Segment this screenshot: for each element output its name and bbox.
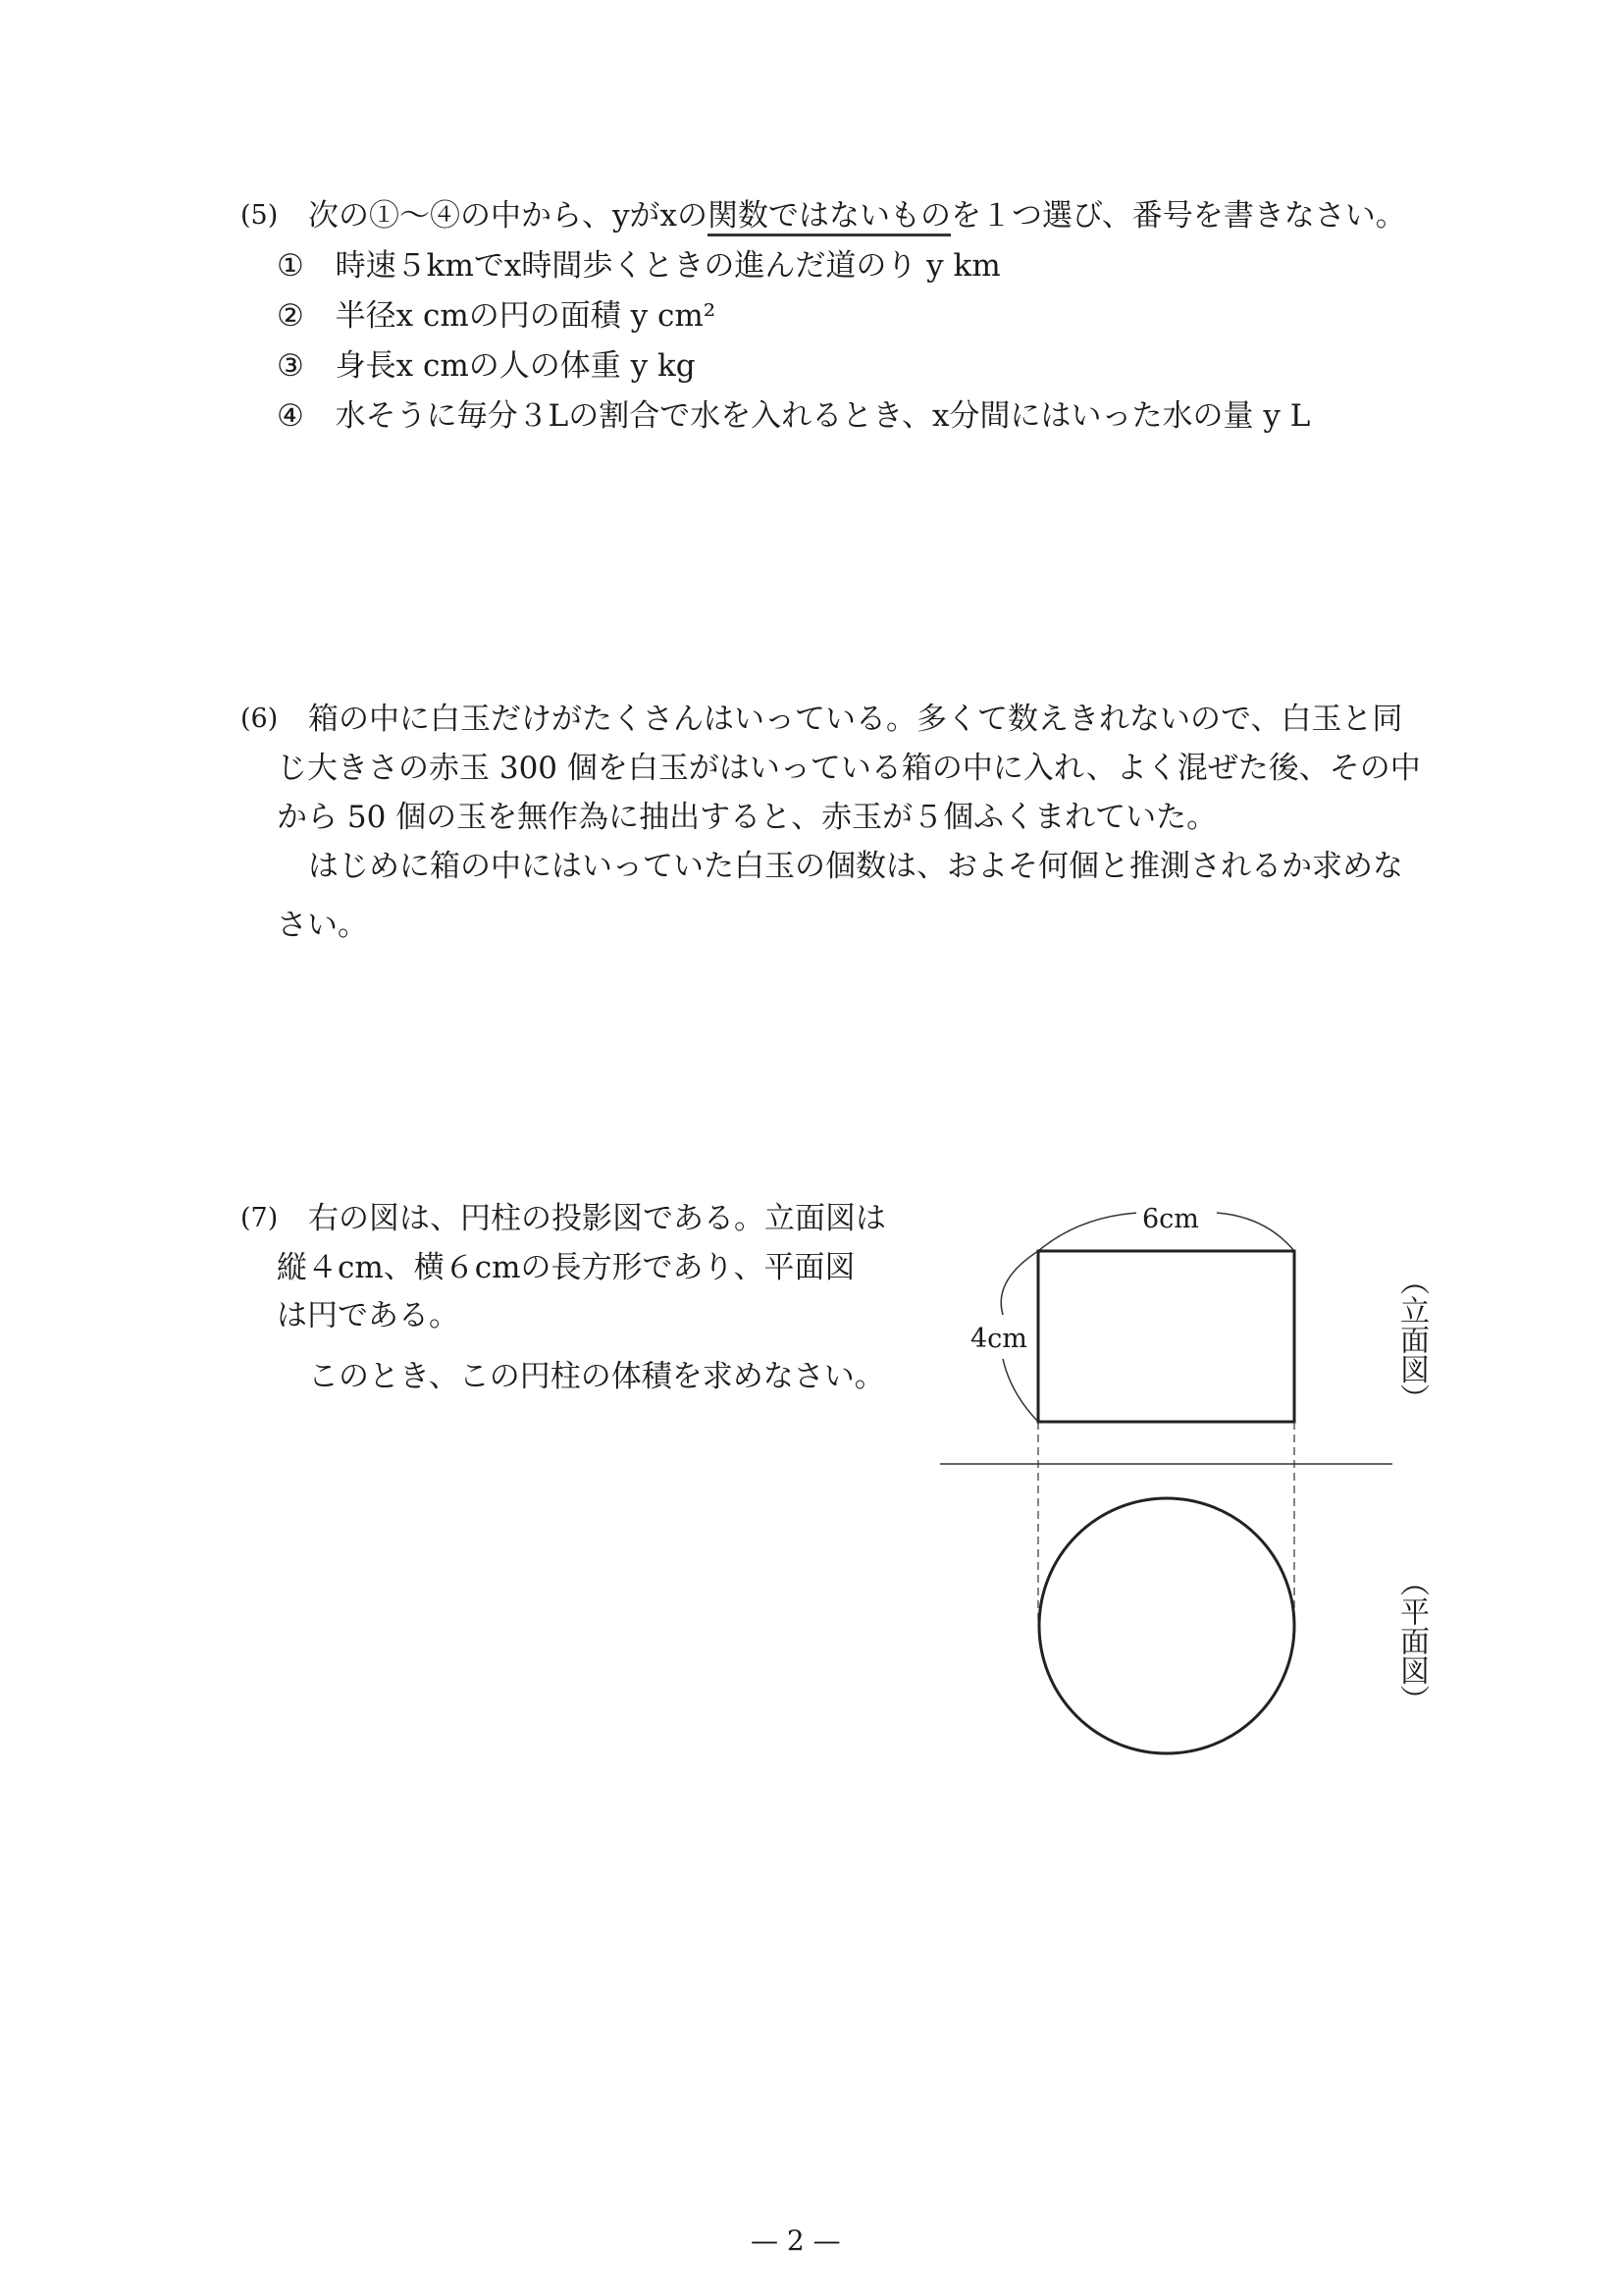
width-label: 6cm: [1136, 1205, 1205, 1234]
elevation-rectangle: [1038, 1251, 1294, 1422]
q6-line: から 50 個の玉を無作為に抽出すると、赤玉が５個ふくまれていた。: [277, 800, 1218, 835]
q6-line: はじめに箱の中にはいっていた白玉の個数は、およそ何個と推測されるか求めな: [308, 849, 1403, 884]
q6-line: 箱の中に白玉だけがたくさんはいっている。多くて数えきれないので、白玉と同: [308, 702, 1403, 737]
q5-prompt-underlined: 関数ではないもの: [707, 198, 951, 236]
q7-line: は円である。: [277, 1298, 459, 1333]
q5-number: (5): [240, 200, 279, 231]
height-label: 4cm: [970, 1324, 1027, 1354]
option-mark: ④: [277, 398, 304, 434]
option-mark: ②: [277, 298, 304, 334]
q6-line: じ大きさの赤玉 300 個を白玉がはいっている箱の中に入れ、よく混ぜた後、その中: [277, 751, 1421, 786]
option-text: 水そうに毎分３Lの割合で水を入れるとき、x分間にはいった水の量 y L: [335, 398, 1311, 434]
q7-line: 縦４cm、横６cmの長方形であり、平面図: [277, 1250, 856, 1285]
q7-number: (7): [240, 1203, 279, 1233]
option-text: 時速５kmでx時間歩くときの進んだ道のり y km: [335, 248, 1001, 284]
option-mark: ①: [277, 248, 304, 284]
q7-line: このとき、この円柱の体積を求めなさい。: [308, 1359, 885, 1394]
q6-line: さい。: [277, 908, 368, 943]
plan-view-label: （平面図）: [1394, 1567, 1429, 1714]
q6-number: (6): [240, 704, 279, 734]
page-number: — 2 —: [751, 2224, 841, 2257]
elevation-view-label: （立面図）: [1394, 1266, 1429, 1413]
q5-prompt-after: を１つ選び、番号を書きなさい。: [951, 198, 1406, 234]
plan-circle: [1039, 1498, 1294, 1753]
option-text: 身長x cmの人の体重 y kg: [335, 348, 696, 384]
option-mark: ③: [277, 348, 304, 384]
q5-prompt-before: 次の①～④の中から、yがxの: [308, 198, 707, 234]
option-text: 半径x cmの円の面積 y cm²: [335, 298, 716, 334]
q7-line: 右の図は、円柱の投影図である。立面図は: [308, 1201, 886, 1236]
